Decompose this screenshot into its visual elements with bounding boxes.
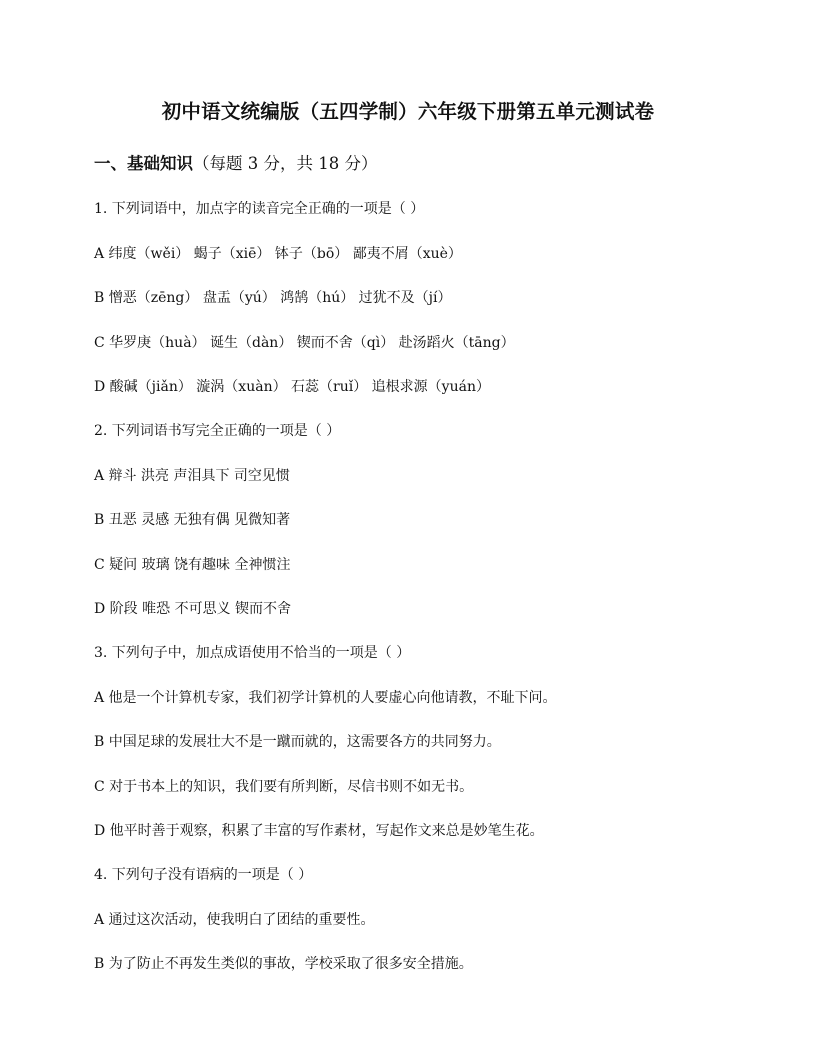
question-4-stem: 4. 下列句子没有语病的一项是（ ） <box>94 867 313 883</box>
question-4-option-a: A 通过这次活动，使我明白了团结的重要性。 <box>94 912 375 928</box>
question-2-option-b: B 丑恶 灵感 无独有偶 见微知著 <box>94 512 291 528</box>
question-2-option-d: D 阶段 唯恐 不可思义 锲而不舍 <box>94 601 292 617</box>
question-3-option-b: B 中国足球的发展壮大不是一蹴而就的，这需要各方的共同努力。 <box>94 734 501 750</box>
section-heading-text: 一、基础知识 <box>94 154 193 173</box>
question-2-option-a: A 辩斗 洪亮 声泪具下 司空见惯 <box>94 468 290 484</box>
question-4-option-b: B 为了防止不再发生类似的事故，学校采取了很多安全措施。 <box>94 956 473 972</box>
question-3-option-a: A 他是一个计算机专家，我们初学计算机的人要虚心向他请教，不耻下问。 <box>94 690 557 706</box>
question-3-stem: 3. 下列句子中，加点成语使用不恰当的一项是（ ） <box>94 645 411 661</box>
question-2-option-c: C 疑问 玻璃 饶有趣味 全神惯注 <box>94 557 291 573</box>
document-title: 初中语文统编版（五四学制）六年级下册第五单元测试卷 <box>161 100 655 123</box>
question-3-option-c: C 对于书本上的知识，我们要有所判断，尽信书则不如无书。 <box>94 779 474 795</box>
question-2-stem: 2. 下列词语书写完全正确的一项是（ ） <box>94 423 341 439</box>
question-3-option-d: D 他平时善于观察，积累了丰富的写作素材，写起作文来总是妙笔生花。 <box>94 823 544 839</box>
question-1-option-a: A 纬度（wěi） 蝎子（xiē） 钵子（bō） 鄙夷不屑（xuè） <box>94 246 462 262</box>
question-1-option-c: C 华罗庚（huà） 诞生（dàn） 锲而不舍（qì） 赴汤蹈火（tāng） <box>94 335 515 351</box>
question-1-option-b: B 憎恶（zēng） 盘盂（yú） 鸿鹄（hú） 过犹不及（jí） <box>94 290 452 306</box>
question-1-option-d: D 酸碱（jiǎn） 漩涡（xuàn） 石蕊（ruǐ） 追根求源（yuán） <box>94 379 490 395</box>
section-heading <box>94 150 377 174</box>
question-1-stem: 1. 下列词语中，加点字的读音完全正确的一项是（ ） <box>94 201 425 217</box>
section-score-note: （每题 3 分，共 18 分） <box>193 154 378 173</box>
